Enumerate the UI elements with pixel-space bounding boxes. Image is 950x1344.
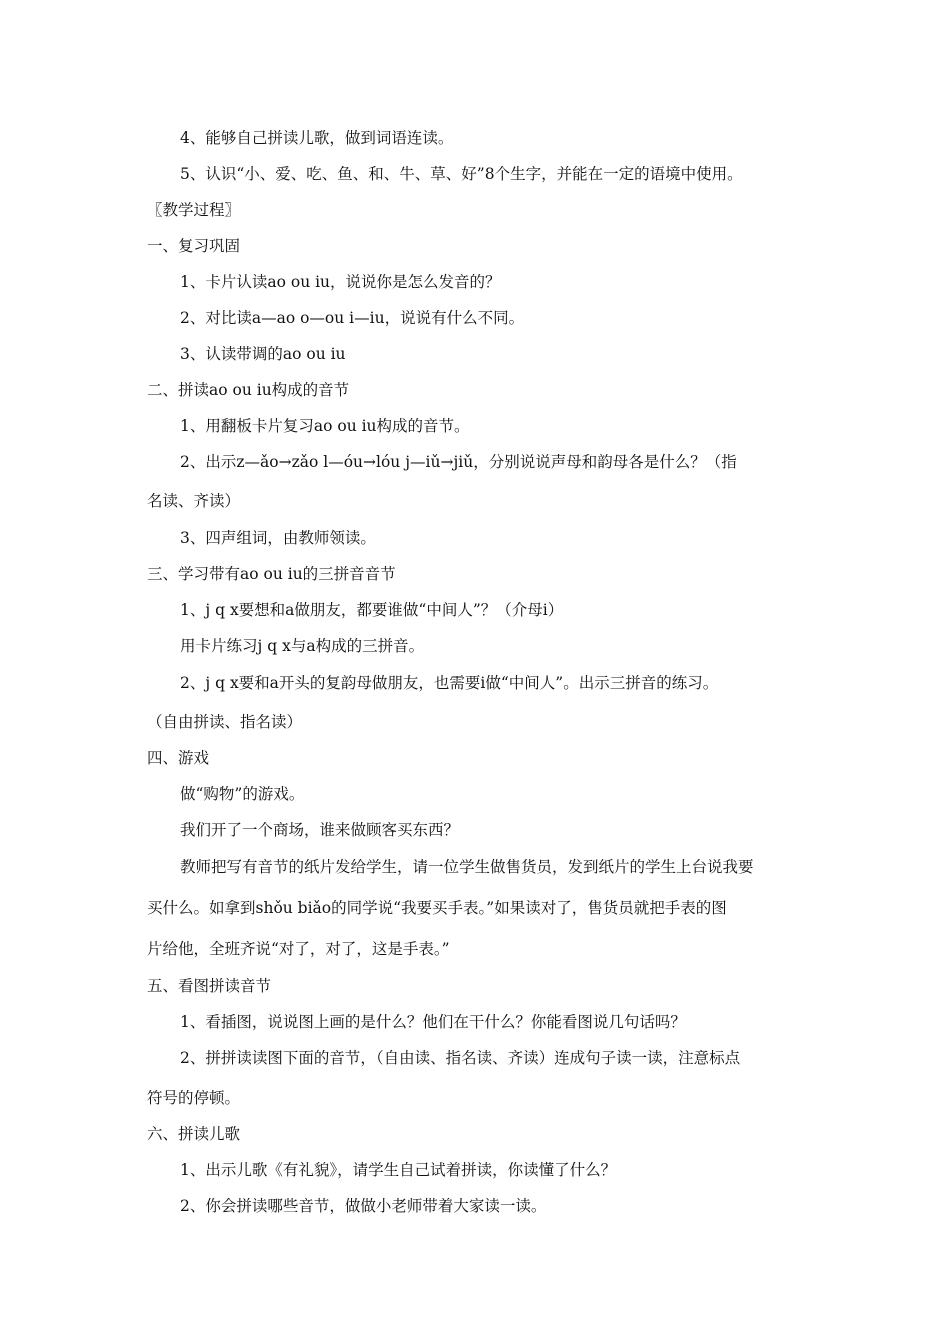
text-line: 2、对比读a—ao o—ou i—iu，说说有什么不同。 (180, 309, 525, 327)
section-heading: 三、学习带有ao ou iu的三拼音音节 (147, 565, 396, 583)
text-line: 买什么。如拿到shǒu biǎo的同学说“我要买手表。”如果读对了，售货员就把手表的图 (147, 899, 727, 917)
section-heading: 五、看图拼读音节 (147, 977, 272, 995)
text-line: 3、四声组词，由教师领读。 (180, 529, 376, 547)
text-line: 1、用翻板卡片复习ao ou iu构成的音节。 (180, 417, 470, 435)
section-heading: 六、拼读儿歌 (147, 1125, 241, 1143)
text-line: 片给他，全班齐说“对了，对了，这是手表。” (147, 940, 450, 958)
text-line: 1、出示儿歌《有礼貌》，请学生自己试着拼读，你读懂了什么？ (180, 1161, 617, 1179)
text-line: 2、你会拼读哪些音节，做做小老师带着大家读一读。 (180, 1197, 547, 1215)
text-line: 5、认识“小、爱、吃、鱼、和、牛、草、好”8个生字，并能在一定的语境中使用。 (180, 165, 743, 183)
text-line: 符号的停顿。 (147, 1089, 241, 1107)
text-line: 2、出示z—ǎo→zǎo l—óu→lóu j—iǔ→jiǔ，分别说说声母和韵母各是什么？（指 (180, 453, 737, 471)
section-heading: 二、拼读ao ou iu构成的音节 (147, 381, 350, 399)
text-line: 2、j q x要和a开头的复韵母做朋友，也需要i做“中间人”。出示三拼音的练习。 (180, 674, 719, 692)
text-line: 做“购物”的游戏。 (180, 785, 305, 803)
text-line: 教师把写有音节的纸片发给学生，请一位学生做售货员，发到纸片的学生上台说我要 (180, 858, 754, 876)
text-line: 名读、齐读） (147, 492, 241, 510)
section-heading: 〖教学过程〗 (147, 201, 241, 219)
text-line: 我们开了一个商场，谁来做顾客买东西？ (180, 821, 460, 839)
text-line: 1、j q x要想和a做朋友，都要谁做“中间人”？（介母i） (180, 601, 564, 619)
text-line: 1、看插图，说说图上画的是什么？他们在干什么？你能看图说几句话吗？ (180, 1013, 686, 1031)
section-heading: 一、复习巩固 (147, 237, 241, 255)
text-line: 3、认读带调的ao ou iu (180, 345, 346, 363)
text-line: 2、拼拼读读图下面的音节，（自由读、指名读、齐读）连成句子读一读，注意标点 (180, 1049, 741, 1067)
section-heading: 四、游戏 (147, 749, 210, 767)
text-line: 1、卡片认读ao ou iu，说说你是怎么发音的？ (180, 273, 501, 291)
text-line: （自由拼读、指名读） (147, 713, 303, 731)
text-line: 4、能够自己拼读儿歌，做到词语连读。 (180, 129, 454, 147)
text-line: 用卡片练习j q x与a构成的三拼音。 (180, 637, 425, 655)
